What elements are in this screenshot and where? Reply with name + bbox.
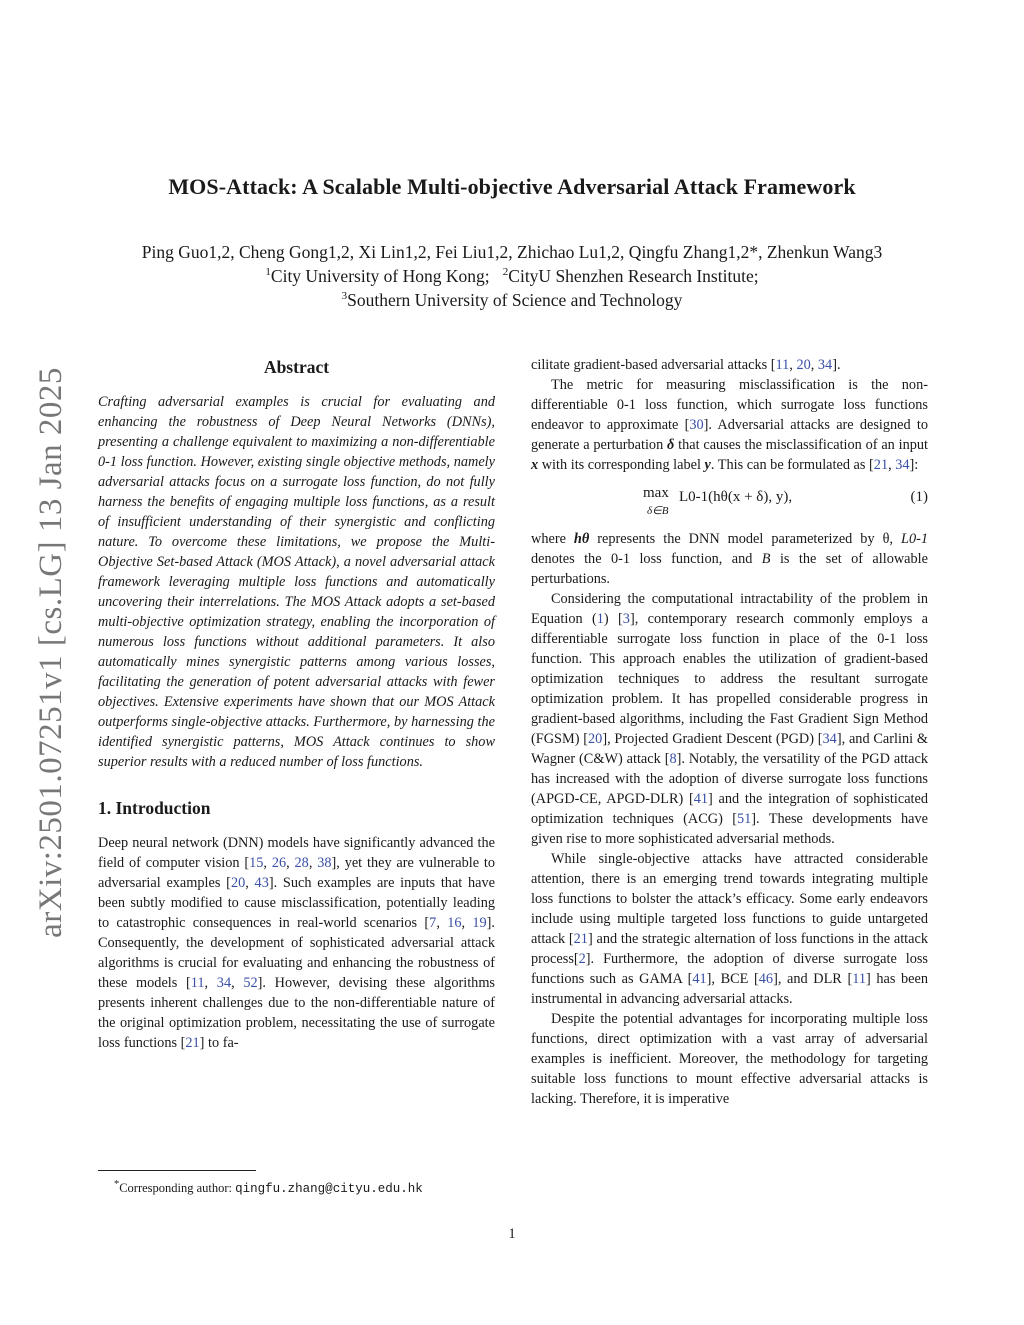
text-run: denotes the 0-1 loss function, and — [531, 551, 762, 567]
footnote-divider — [98, 1170, 256, 1171]
text-run: ], yet they are vulnerable to adversarial examples [ — [98, 855, 495, 891]
intro-paragraph-continued: cilitate gradient-based adversarial attacks [11, 20, 34]. — [531, 357, 841, 373]
citation-link[interactable]: 34 — [216, 975, 232, 991]
citation-link[interactable]: 38 — [317, 855, 332, 871]
left-column — [98, 355, 495, 1053]
text-run: that causes the misclassification of an input — [674, 437, 928, 453]
author-names: Ping Guo1,2, Cheng Gong1,2, Xi Lin1,2, Fei Liu1,2, Zhichao Lu1,2, Qingfu Zhang1,2*, Zhenkun Wang3 — [141, 242, 883, 262]
text-run: ], and Carlini & Wagner (C&W) attack [ — [531, 731, 928, 767]
text-run: ], Projected Gradient Descent (PGD) [ — [602, 731, 823, 747]
math-symbol: x — [531, 457, 539, 473]
affiliation-2: CityU Shenzhen Research Institute; — [508, 266, 759, 286]
section-heading-introduction: 1. Introduction — [98, 798, 211, 818]
footnote — [98, 1176, 423, 1198]
citation-link[interactable]: 20 — [588, 731, 603, 747]
text-run: cilitate gradient-based adversarial attacks [ — [531, 357, 776, 373]
text-run: ] has been instrumental in advancing adversarial attacks. — [531, 971, 928, 1007]
text-run: ) [ — [603, 611, 623, 627]
citation-link[interactable]: 8 — [669, 751, 677, 767]
text-run: is the set of allowable perturbations. — [531, 551, 928, 587]
text-run: The metric for measuring misclassification is the non-differentiable 0-1 loss function, which surrogate loss functions endeavor to approximate [ — [531, 377, 928, 433]
text-run: where — [531, 531, 574, 547]
citation-link[interactable]: 21 — [873, 457, 889, 473]
abstract-heading: Abstract — [263, 357, 330, 377]
text-run: ], BCE [ — [706, 971, 759, 987]
citation-link[interactable]: 7 — [429, 915, 437, 931]
text-run: ], contemporary research commonly employs a differentiable surrogate loss function in place of the 0-1 loss function. This approach enables the utilization of gradient-based optimization techniques to address the resultant surrogate optimization problem. It has propelled considerable progress in gradient-based algorithms, including the Fast Gradient Sign Method (FGSM) [ — [531, 611, 928, 747]
intro-paragraph-2: The metric for measuring misclassification is the non-differentiable 0-1 loss function, which surrogate loss functions endeavor to approximate [30]. Adversarial attacks are designed to generate a perturbation δ that causes the misclassification of an input x with its corresponding label y. This can be formulated as [21, 34]: — [531, 377, 929, 473]
citation-link[interactable]: 15 — [249, 855, 264, 871]
intro-paragraph-6: Despite the potential advantages for incorporating multiple loss functions, direct optimization with a vast array of adversarial examples is inefficient. Moreover, the methodology for targeting suitable loss functions to mount effective adversarial attacks is lacking. Therefore, it is imperative — [531, 1011, 928, 1107]
intro-paragraph-3 — [531, 529, 928, 589]
right-column — [531, 355, 928, 1109]
citation-link[interactable]: 16 — [447, 915, 462, 931]
intro-paragraph-1: Deep neural network (DNN) models have significantly advanced the field of computer vision [15, 26, 28, 38], yet they are vulnerable to adversarial examples [20, 43]. Such examples are inputs that have been subtly modified to cause misclassification, potentially leading to catastrophic consequences in real-world scenarios [7, 16, 19]. Consequently, the development of sophisticated adversarial attack algorithms is crucial for evaluating and enhancing the robustness of these models [11, 34, 52]. However, devising these algorithms presents inherent challenges due to the non-differentiable nature of the original optimization problem, necessitating the use of surrogate loss functions [21] to fa- — [98, 835, 496, 1051]
citation-link[interactable]: 41 — [693, 791, 709, 807]
paper-title: MOS-Attack: A Scalable Multi-objective Adversarial Attack Framework — [168, 174, 856, 199]
text-run: ] to fa- — [199, 1035, 239, 1051]
math-symbol: hθ — [573, 531, 590, 547]
footnote-label: Corresponding author: — [119, 1181, 236, 1196]
equation-1 — [531, 483, 928, 523]
affiliation-3: Southern University of Science and Technology — [347, 290, 683, 310]
author-list — [0, 240, 1024, 264]
page-number: 1 — [508, 1226, 516, 1242]
footnote-mark: * — [114, 1179, 120, 1190]
citation-link[interactable]: 3 — [622, 611, 630, 627]
math-symbol: L0-1 — [901, 531, 929, 547]
abstract-text: Crafting adversarial examples is crucial for evaluating and enhancing the robustness of Deep Neural Networks (DNNs), presenting a challenge equivalent to maximizing a non-differentiable 0-1 loss function. However, existing single objective methods, namely adversarial attacks focus on a surrogate loss function, do not fully harness the benefits of engaging multiple loss functions, as a result of insufficient understanding of their synergistic and conflicting nature. To overcome these limitations, we propose the Multi-Objective Set-based Attack (MOS Attack), a novel adversarial attack framework leveraging multiple loss functions and automatically uncovering their interrelations. The MOS Attack adopts a set-based multi-objective optimization strategy, enabling the incorporation of numerous loss functions without additional parameters. It also automatically mines synergistic patterns among various losses, facilitating the generation of potent adversarial attacks with fewer objectives. Extensive experiments have shown that our MOS Attack outperforms single-objective attacks. Furthermore, by harnessing the identified synergistic patterns, MOS Attack continues to show superior results with a reduced number of loss functions. — [98, 394, 495, 770]
text-run: . This can be formulated as [ — [710, 457, 874, 473]
citation-link[interactable]: 34 — [822, 731, 837, 747]
text-run: ]. Such examples are inputs that have been subtly modified to cause misclassification, potentially leading to catastrophic consequences in real-world scenarios [ — [98, 875, 495, 931]
math-symbol: y — [704, 457, 711, 473]
math-symbol: B — [761, 551, 771, 567]
citation-link[interactable]: 28 — [294, 855, 309, 871]
text-run: ]. Consequently, the development of sophisticated adversarial attack algorithms is crucial for evaluating and enhancing the robustness of these models [ — [98, 915, 495, 991]
citation-link[interactable]: 20 — [230, 875, 246, 891]
citation-link[interactable]: 19 — [472, 915, 487, 931]
citation-link[interactable]: 21 — [185, 1035, 200, 1051]
author-block — [0, 240, 1024, 312]
text-run: ] and the strategic alternation of loss functions in the attack process[ — [531, 931, 928, 967]
text-run: ]. However, devising these algorithms presents inherent challenges due to the non-differentiable nature of the original optimization problem, necessitating the use of surrogate loss functions [ — [98, 975, 496, 1051]
text-run: ]. These developments have given rise to more sophisticated adversarial methods. — [531, 811, 928, 847]
citation-link[interactable]: 2 — [578, 951, 586, 967]
citation-link[interactable]: 30 — [689, 417, 704, 433]
text-run: ]. — [832, 357, 841, 373]
affiliation-mark: 1 — [265, 266, 271, 279]
affiliation-line-2 — [0, 288, 1024, 312]
citation-link[interactable]: 34 — [817, 357, 833, 373]
footnote-email[interactable]: qingfu.zhang@cityu.edu.hk — [235, 1182, 423, 1197]
text-run: While single-objective attacks have attracted considerable attention, there is an emerging trend towards integrating multiple loss functions to bolster the attack’s efficacy. Some early endeavors include using multiple targeted loss functions to guide untargeted attack [ — [531, 851, 928, 947]
citation-link[interactable]: 11 — [852, 971, 866, 987]
equation-subscript: δ∈B — [647, 505, 669, 517]
text-run: Deep neural network (DNN) models have significantly advanced the field of computer vision [ — [98, 835, 495, 871]
equation-number: (1) — [910, 489, 928, 505]
citation-link[interactable]: 34 — [895, 457, 910, 473]
affiliation-mark: 3 — [341, 290, 348, 303]
citation-link[interactable]: 51 — [736, 811, 752, 827]
affiliation-line-1 — [0, 264, 1024, 288]
citation-link[interactable]: 52 — [243, 975, 258, 991]
text-run: ]: — [909, 457, 919, 473]
citation-link[interactable]: 11 — [775, 357, 790, 373]
text-run: ]. Adversarial attacks are designed to generate a perturbation — [531, 417, 929, 453]
text-run: ] and the integration of sophisticated optimization techniques (ACG) [ — [531, 791, 929, 827]
affiliation-mark: 2 — [502, 266, 509, 279]
equation-body: L0-1(hθ(x + δ), y), — [679, 489, 793, 505]
intro-paragraph-5 — [531, 849, 928, 1009]
affiliation-1: City University of Hong Kong; — [270, 266, 490, 286]
equation-link[interactable]: 1 — [596, 611, 604, 627]
text-run: Considering the computational intractability of the problem in Equation ( — [531, 591, 928, 627]
text-run: ], and DLR [ — [773, 971, 853, 987]
text-run: ]. Notably, the versatility of the PGD attack has increased with the adoption of diverse surrogate loss functions (APGD-CE, APGD-DLR) [ — [531, 751, 928, 807]
citation-link[interactable]: 26 — [271, 855, 287, 871]
citation-link[interactable]: 20 — [796, 357, 811, 373]
text-run: ]. Furthermore, the adoption of diverse surrogate loss functions such as GAMA [ — [531, 951, 928, 987]
citation-link[interactable]: 46 — [758, 971, 774, 987]
math-symbol: δ — [667, 437, 675, 453]
equation-operator: max — [643, 485, 669, 501]
arxiv-sidebar — [26, 360, 76, 945]
citation-link[interactable]: 11 — [190, 975, 205, 991]
text-run: represents the DNN model parameterized by θ, — [589, 531, 901, 547]
citation-link[interactable]: 43 — [254, 875, 269, 891]
arxiv-identifier: arXiv:2501.07251v1 [cs.LG] 13 Jan 2025 — [32, 367, 69, 938]
citation-link[interactable]: 41 — [692, 971, 707, 987]
text-run: with its corresponding label — [538, 457, 705, 473]
citation-link[interactable]: 21 — [573, 931, 588, 947]
intro-paragraph-4 — [531, 589, 928, 849]
